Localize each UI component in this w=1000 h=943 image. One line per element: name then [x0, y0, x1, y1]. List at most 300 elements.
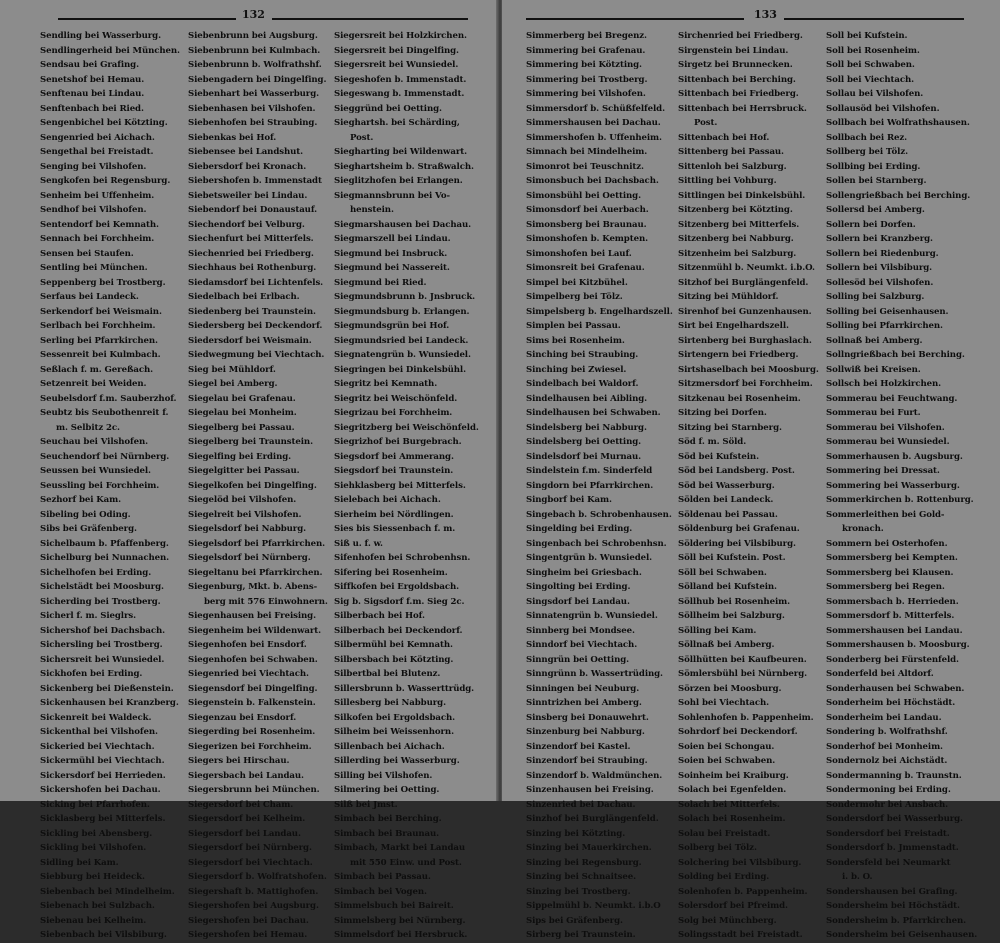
index-entry: Siegersreit bei Dingelfing. — [334, 45, 459, 56]
index-entry: Simbach bei Vogen. — [334, 886, 427, 897]
index-entry: Simmerberg bei Bregenz. — [526, 31, 647, 41]
index-entry: Sickershofen bei Dachau. — [40, 785, 161, 795]
index-entry: Sickeried bei Viechtach. — [40, 741, 155, 752]
index-entry: Simbach, Markt bei Landau — [334, 843, 466, 853]
index-entry: Siegelreit bei Vilshofen. — [188, 509, 302, 520]
index-entry: Simmersdorf b. Schüßfelfeld. — [526, 103, 665, 114]
index-entry: Simbach bei Passau. — [334, 872, 431, 882]
index-entry: Sollen bei Starnberg. — [826, 176, 927, 186]
index-entry: Sondering b. Wolfrathshf. — [826, 727, 948, 737]
index-entry: Sinnatengrün b. Wunsiedel. — [526, 611, 658, 621]
index-entry: Sommersberg bei Klausen. — [826, 567, 954, 578]
index-entry: Sittenloh bei Salzburg. — [678, 161, 787, 172]
index-entry: Siebershofen b. Immenstadt — [188, 176, 322, 186]
index-entry: Sicklasberg bei Mitterfels. — [40, 814, 166, 824]
index-entry: Sillerding bei Wasserburg. — [334, 756, 460, 766]
index-entry: Söllheim bei Salzburg. — [678, 611, 785, 621]
index-entry: Sondersdorf bei Wasserburg. — [826, 814, 963, 824]
index-entry: Sitzenberg bei Kötzting. — [678, 205, 793, 215]
index-entry: Siegritz bei Kemnath. — [334, 379, 438, 389]
index-entry: Sichelburg bei Nunnachen. — [40, 553, 170, 563]
index-entry: Solding bei Erding. — [678, 872, 770, 882]
index-entry: Sittenbach bei Friedberg. — [678, 89, 799, 99]
index-entry: Sichersreit bei Wunsiedel. — [40, 654, 165, 665]
index-entry: Sillersbrunn b. Wasserttrüdg. — [334, 683, 475, 694]
index-entry: Sitzhof bei Burglängenfeld. — [678, 277, 809, 288]
index-entry: Simonsberg bei Braunau. — [526, 219, 647, 230]
index-entry: Sommersberg bei Kempten. — [826, 553, 958, 563]
index-entry: Sichelhofen bei Erding. — [40, 567, 152, 578]
index-entry: Simmershausen bei Dachau. — [526, 118, 661, 128]
index-entry: Siegershofen bei Hemau. — [188, 930, 308, 940]
index-entry: Siebenhart bei Wasserburg. — [188, 89, 320, 99]
index-entry: Siegmund bei Nassereit. — [334, 263, 450, 273]
index-entry: Simnach bei Mindelheim. — [526, 147, 648, 157]
index-entry: Singebach b. Schrobenhausen. — [526, 509, 672, 520]
index-entry: Söll bei Schwaben. — [678, 567, 767, 578]
index-entry: Siß u. f. w. — [334, 538, 383, 549]
index-entry: Sentling bei München. — [40, 263, 148, 273]
index-entry: Sichershof bei Dachsbach. — [40, 625, 166, 636]
index-entry: Simmershofen b. Uffenheim. — [526, 132, 662, 143]
index-entry: Singelding bei Erding. — [526, 524, 633, 534]
index-entry: Sinsberg bei Donauwehrt. — [526, 712, 649, 723]
index-entry: Seussling bei Forchheim. — [40, 480, 160, 491]
index-entry: Silbersbach bei Kötzting. — [334, 654, 454, 665]
index-entry: Siegelkofen bei Dingelfing. — [188, 480, 317, 491]
index-entry: Siegershofen bei Augsburg. — [188, 901, 319, 911]
index-entry: Sensen bei Staufen. — [40, 248, 134, 259]
index-entry: Siedersberg bei Deckendorf. — [188, 321, 323, 331]
index-entry: Siegenburg, Mkt. b. Abens- — [188, 582, 318, 592]
index-entry: Sondersdorf bei Freistadt. — [826, 828, 950, 839]
index-entry: Sommern bei Osterhofen. — [826, 538, 948, 549]
index-entry: Siebenhofen bei Straubing. — [188, 118, 318, 128]
index-entry: Sindelbach bei Waldorf. — [526, 379, 639, 389]
index-entry: Sommerau bei Furt. — [826, 408, 921, 418]
index-entry: Sommershausen b. Moosburg. — [826, 640, 970, 650]
index-entry: Soien bei Schwaben. — [678, 756, 776, 766]
index-column — [40, 29, 188, 943]
index-entry: Seßlach f. m. Gereßach. — [40, 364, 154, 375]
index-entry: Sillesberg bei Nabburg. — [334, 698, 446, 708]
index-entry: Sindelsberg bei Oetting. — [526, 437, 642, 447]
index-entry: Simonshofen bei Lauf. — [526, 248, 632, 259]
index-entry: Simmering bei Trostberg. — [526, 74, 648, 85]
index-entry: Sirgetz bei Brunnecken. — [678, 60, 793, 70]
index-entry: Sirgenstein bei Lindau. — [678, 45, 789, 56]
index-entry: Simonsdorf bei Auerbach. — [526, 205, 649, 215]
index-entry: Sollwiß bei Kreisen. — [826, 364, 921, 375]
index-entry: Siegmundsbrunn b. Jnsbruck. — [334, 292, 476, 302]
index-entry: Solling bei Salzburg. — [826, 292, 925, 302]
index-entry: Sollbach bei Rez. — [826, 132, 908, 143]
index-entry: Sifenhofen bei Schrobenhsn. — [334, 553, 471, 563]
index-entry: Sittenbach bei Berching. — [678, 74, 796, 85]
index-entry: Sinzing bei Regensburg. — [526, 857, 642, 868]
index-entry: Serkendorf bei Weismain. — [40, 306, 162, 317]
index-entry: Sinzing bei Mauerkirchen. — [526, 843, 652, 853]
index-entry: Serfaus bei Landeck. — [40, 292, 139, 302]
index-entry: Sinzendorf b. Waldmünchen. — [526, 770, 663, 781]
index-entry: Sinzenhausen bei Freising. — [526, 785, 654, 795]
index-entry: Sendhof bei Vilshofen. — [40, 205, 147, 215]
index-entry: Sondernolz bei Aichstädt. — [826, 756, 948, 766]
index-entry: Sichersling bei Trostberg. — [40, 640, 163, 650]
index-entry: Sentendorf bei Kemnath. — [40, 219, 159, 230]
index-entry: Sitzing bei Starnberg. — [678, 422, 782, 433]
index-entry: Sondershausen bei Grafing. — [826, 886, 958, 897]
index-entry: Simonshofen b. Kempten. — [526, 234, 648, 244]
index-entry: Siegersdorf bei Landau. — [188, 828, 301, 839]
index-entry: Seubtz bis Seubothenreit f. — [40, 408, 169, 418]
index-entry: Sirtengern bei Friedberg. — [678, 350, 799, 360]
index-entry: Post. — [350, 132, 374, 143]
index-entry: Sinzendorf bei Kastel. — [526, 741, 631, 752]
left-page-header — [40, 8, 480, 24]
index-entry: Singentgrün b. Wunsiedel. — [526, 553, 653, 563]
index-entry: Sollausöd bei Vilshofen. — [826, 103, 940, 114]
index-entry: Simmering bei Grafenau. — [526, 45, 646, 56]
index-entry: Sinndorf bei Viechtach. — [526, 640, 638, 650]
index-entry: Sitzenberg bei Nabburg. — [678, 234, 794, 244]
index-entry: Siegershofen bei Dachau. — [188, 915, 309, 926]
page-number: 133 — [754, 8, 777, 21]
index-entry: Simonsbühl bei Oetting. — [526, 190, 641, 201]
index-entry: Sickling bei Abensberg. — [40, 828, 153, 839]
index-entry: Siechhaus bei Rothenburg. — [188, 263, 317, 273]
index-entry: Sierheim bei Nördlingen. — [334, 509, 454, 520]
index-entry: Post. — [694, 118, 718, 128]
index-entry: Sollbach bei Wolfrathshausen. — [826, 118, 970, 128]
index-entry: Sollngrießbach bei Berching. — [826, 350, 965, 360]
index-entry: Sickersdorf bei Herrieden. — [40, 770, 166, 781]
index-entry: Serling bei Pfarrkirchen. — [40, 335, 158, 346]
index-entry: Sickenreit bei Waldeck. — [40, 712, 152, 723]
index-entry: Sitzenheim bei Salzburg. — [678, 248, 797, 259]
index-entry: Singolting bei Erding. — [526, 582, 631, 592]
index-entry: Sollern bei Kranzberg. — [826, 234, 933, 244]
index-entry: Sollern bei Riedenburg. — [826, 248, 939, 259]
index-entry: Singsdorf bei Landau. — [526, 596, 630, 607]
index-entry: Sommerkirchen b. Rottenburg. — [826, 495, 974, 505]
index-entry: Silling bei Vilshofen. — [334, 770, 433, 781]
index-entry: Sims bei Rosenheim. — [526, 335, 625, 346]
index-entry: Siegelsdorf bei Nabburg. — [188, 524, 307, 534]
index-entry: Siebenbach bei Mindelheim. — [40, 886, 175, 897]
index-entry: Siegharting bei Wildenwart. — [334, 147, 468, 157]
index-entry: Siebenhasen bei Vilshofen. — [188, 103, 316, 114]
index-entry: Simbach bei Braunau. — [334, 828, 440, 839]
index-entry: Singenbach bei Schrobenhsn. — [526, 538, 667, 549]
index-entry: Sonderfeld bei Altdorf. — [826, 669, 934, 679]
index-entry: Sickenberg bei Dießenstein. — [40, 683, 174, 694]
index-entry: Siebersdorf bei Kronach. — [188, 161, 307, 172]
index-entry: Sinnberg bei Mondsee. — [526, 625, 635, 636]
index-entry: Siegmarszell bei Lindau. — [334, 234, 451, 244]
index-entry: Sonderheim bei Höchstädt. — [826, 698, 956, 708]
index-entry: Sinzenburg bei Nabburg. — [526, 727, 645, 737]
index-entry: Solg bei Münchberg. — [678, 915, 777, 926]
index-entry: Sinzhof bei Burglängenfeld. — [526, 814, 659, 824]
index-entry: Siegersbrunn bei München. — [188, 785, 320, 795]
index-entry: Söd bei Wasserburg. — [678, 480, 775, 491]
index-entry: Siegershaft b. Mattighofen. — [188, 886, 319, 897]
index-entry: Siegritzberg bei Weischönfeld. — [334, 422, 479, 433]
right-page — [502, 0, 1000, 940]
index-entry: Simmering bei Vilshofen. — [526, 89, 646, 99]
index-entry: Siegers bei Hirschau. — [188, 756, 290, 766]
index-entry: Siegeltanu bei Pfarrkirchen. — [188, 567, 323, 578]
index-entry: Silbermühl bei Kemnath. — [334, 640, 453, 650]
index-entry: Sommersdorf b. Mitterfels. — [826, 611, 955, 621]
index-entry: Sommerleithen bei Gold- — [826, 509, 945, 520]
index-entry: Singdorn bei Pfarrkirchen. — [526, 480, 654, 491]
index-column — [334, 29, 494, 943]
index-entry: Silkofen bei Ergoldsbach. — [334, 712, 456, 723]
index-entry: Söd bei Landsberg. Post. — [678, 466, 795, 476]
index-entry: Siebenach bei Sulzbach. — [40, 901, 155, 911]
index-entry: Sommerhausen b. Augsburg. — [826, 451, 963, 462]
index-entry: Solling bei Geisenhausen. — [826, 306, 949, 317]
index-entry: Sondersheim bei Geisenhausen. — [826, 930, 978, 940]
index-entry: Siegeshofen b. Immenstadt. — [334, 74, 467, 85]
index-entry: Siegmarshausen bei Dachau. — [334, 219, 472, 230]
index-entry: Simmelsberg bei Nürnberg. — [334, 915, 466, 926]
index-entry: Soll bei Schwaben. — [826, 60, 915, 70]
index-entry: Solersdorf bei Pfreimd. — [678, 901, 788, 911]
index-entry: Sittling bei Vohburg. — [678, 176, 777, 186]
index-entry: Sondermoning bei Erding. — [826, 785, 951, 795]
index-entry: Sidling bei Kam. — [40, 857, 119, 868]
index-entry: Sömlersbühl bei Nürnberg. — [678, 669, 808, 679]
index-entry: Sölden bei Landeck. — [678, 495, 774, 505]
index-entry: Sittenberg bei Passau. — [678, 147, 784, 157]
index-entry: Sezhorf bei Kam. — [40, 495, 122, 505]
index-entry: Senftenau bei Lindau. — [40, 89, 145, 99]
index-entry: Siegerding bei Rosenheim. — [188, 727, 316, 737]
index-entry: Sittlingen bei Dinkelsbühl. — [678, 190, 806, 201]
index-entry: Seubelsdorf f.m. Sauberzhof. — [40, 393, 177, 404]
index-entry: Siegelfing bei Erding. — [188, 451, 292, 462]
index-entry: Sippelmühl b. Neumkt. i.b.O — [526, 901, 661, 911]
index-entry: Simplen bei Passau. — [526, 321, 621, 331]
index-entry: Siffkofen bei Ergoldsbach. — [334, 582, 460, 592]
index-entry: Sips bei Gräfenberg. — [526, 915, 623, 926]
index-entry: Söd f. m. Söld. — [678, 437, 747, 447]
index-entry: Sommersbach b. Herrieden. — [826, 596, 959, 607]
index-entry: Siegsdorf bei Ammerang. — [334, 451, 454, 462]
index-entry: Sirchenried bei Friedberg. — [678, 31, 803, 41]
index-entry: Sengethal bei Freistadt. — [40, 147, 154, 157]
index-entry: Sondermohr bei Ansbach. — [826, 799, 949, 810]
header-rule — [58, 18, 236, 20]
index-column — [678, 29, 826, 943]
index-entry: Siegnatengrün b. Wunsiedel. — [334, 350, 471, 360]
index-entry: Silbertbal bei Blutenz. — [334, 669, 441, 679]
left-page — [0, 0, 498, 940]
index-entry: Sitzing bei Mühldorf. — [678, 292, 779, 302]
index-entry: Siebetsweiler bei Lindau. — [188, 190, 308, 201]
index-entry: Seussen bei Wunsiedel. — [40, 466, 151, 476]
index-entry: Siegenried bei Viechtach. — [188, 669, 309, 679]
index-entry: Sessenreit bei Kulmbach. — [40, 350, 161, 360]
index-entry: Sindelsberg bei Nabburg. — [526, 422, 647, 433]
index-entry: Siegersdorf bei Nürnberg. — [188, 843, 312, 853]
index-entry: Sondersheim b. Pfarrkirchen. — [826, 915, 967, 926]
index-entry: Siebenau bei Kelheim. — [40, 915, 147, 926]
index-entry: Siegmannsbrunn bei Vo- — [334, 190, 450, 201]
index-entry: Sollern bei Dorfen. — [826, 219, 916, 230]
index-entry: Sichelbaum b. Pfaffenberg. — [40, 538, 169, 549]
index-entry: Siegenhausen bei Freising. — [188, 611, 316, 621]
index-entry: Sendsau bei Grafing. — [40, 60, 139, 70]
index-entry: Sendlingerheid bei München. — [40, 45, 180, 56]
index-entry: Siegersdorf bei Cham. — [188, 799, 294, 810]
index-entry: Söldenau bei Passau. — [678, 509, 778, 520]
index-entry: Sittenbach bei Hof. — [678, 132, 770, 143]
index-entry: Sinngrünn b. Wassertrüding. — [526, 669, 663, 679]
index-entry: Siegersdorf bei Kelheim. — [188, 814, 306, 824]
index-entry: Solach bei Egenfelden. — [678, 785, 787, 795]
index-entry: Sonderhausen bei Schwaben. — [826, 683, 965, 694]
index-entry: Sirtenberg bei Burghaslach. — [678, 335, 812, 346]
index-entry: Simpel bei Kitzbühel. — [526, 277, 628, 288]
index-entry: Siegerizen bei Forchheim. — [188, 741, 312, 752]
index-entry: Söldenburg bei Grafenau. — [678, 524, 800, 534]
index-entry: Sinching bei Straubing. — [526, 350, 639, 360]
index-entry: Siebendorf bei Donaustauf. — [188, 205, 318, 215]
index-entry: Sommerau bei Feuchtwang. — [826, 393, 958, 404]
index-entry: Serlbach bei Forchheim. — [40, 321, 156, 331]
index-entry: Solberg bei Tölz. — [678, 843, 757, 853]
index-entry: Sieglitzhofen bei Erlangen. — [334, 176, 463, 186]
index-entry: Siegelsdorf bei Nürnberg. — [188, 553, 311, 563]
index-entry: Siegringen bei Dinkelsbühl. — [334, 364, 466, 375]
index-entry: Söllhub bei Rosenheim. — [678, 596, 790, 607]
index-entry: Sirt bei Engelhardszell. — [678, 321, 789, 331]
index-entry: Simmelsdorf bei Hersbruck. — [334, 930, 468, 940]
index-entry: Siebenbach bei Vilsbiburg. — [40, 930, 167, 940]
index-entry: Siegersdorf bei Viechtach. — [188, 857, 313, 868]
index-entry: Sinzenried bei Dachau. — [526, 799, 636, 810]
index-entry: Sinningen bei Neuburg. — [526, 683, 640, 694]
index-entry: Sengenbichel bei Kötzting. — [40, 118, 168, 128]
index-entry: Sommershausen bei Landau. — [826, 625, 963, 636]
index-entry: Siegelberg bei Passau. — [188, 422, 295, 433]
index-entry: Sibeling bei Oding. — [40, 509, 131, 520]
index-entry: Sibs bei Gräfenberg. — [40, 524, 137, 534]
index-entry: Sitzing bei Dorfen. — [678, 408, 767, 418]
index-entry: Sinngrün bei Oetting. — [526, 654, 630, 665]
index-entry: Sörzen bei Moosburg. — [678, 683, 782, 694]
index-entry: Sinching bei Zwiesel. — [526, 364, 627, 375]
index-entry: Sinzing bei Schnaitsee. — [526, 872, 637, 882]
index-entry: Simpelsberg b. Engelhardszell. — [526, 306, 673, 317]
index-entry: Siegmund bei Insbruck. — [334, 248, 448, 259]
index-entry: Sonderberg bei Fürstenfeld. — [826, 654, 959, 665]
index-entry: Siegrizhof bei Burgebrach. — [334, 437, 462, 447]
index-entry: Sinntrizhen bei Amberg. — [526, 698, 642, 708]
index-entry: Sitzenberg bei Mitterfels. — [678, 219, 800, 230]
index-entry: Sollersd bei Amberg. — [826, 205, 925, 215]
index-entry: Siedenberg bei Traunstein. — [188, 306, 316, 317]
index-entry: Siechenfurt bei Mitterfels. — [188, 234, 314, 244]
index-entry: Siegsdorf bei Traunstein. — [334, 466, 454, 476]
index-entry: Siebenbrunn b. Wolfrathshf. — [188, 60, 322, 70]
index-entry: Silberbach bei Hof. — [334, 611, 425, 621]
index-entry: m. Selbitz 2c. — [56, 422, 120, 433]
index-entry: Sitzkenau bei Rosenheim. — [678, 393, 801, 404]
index-entry: Soll bei Kufstein. — [826, 31, 908, 41]
index-entry: Sommerau bei Vilshofen. — [826, 422, 945, 433]
index-entry: Sieghartsh. bei Schärding, — [334, 118, 460, 128]
index-entry: Söllhütten bei Kaufbeuren. — [678, 654, 807, 665]
index-entry: Sollnaß bei Amberg. — [826, 335, 923, 346]
index-entry: Siedersdorf bei Weismain. — [188, 335, 312, 346]
index-column — [826, 29, 998, 943]
index-entry: Sieggründ bei Oetting. — [334, 103, 442, 114]
index-entry: Sicking bei Pfarrhofen. — [40, 799, 150, 810]
index-entry: Sollengrießbach bei Berching. — [826, 190, 971, 201]
index-entry: Sies bis Siessenbach f. m. — [334, 524, 456, 534]
index-entry: Siehklasberg bei Mitterfels. — [334, 480, 466, 491]
index-entry: Simbach bei Berching. — [334, 814, 442, 824]
index-entry: Siegenstein b. Falkenstein. — [188, 698, 316, 708]
index-entry: Silberbach bei Deckendorf. — [334, 625, 463, 636]
index-entry: Senging bei Vilshofen. — [40, 161, 147, 172]
index-entry: Seppenberg bei Trostberg. — [40, 277, 166, 288]
index-entry: Simonsreit bei Grafenau. — [526, 263, 645, 273]
index-entry: Sohrdorf bei Deckendorf. — [678, 727, 798, 737]
index-entry: Sengkofen bei Regensburg. — [40, 176, 171, 186]
index-entry: Sennach bei Forchheim. — [40, 234, 155, 244]
index-entry: Sollau bei Vilshofen. — [826, 89, 924, 99]
index-entry: Sommersberg bei Regen. — [826, 582, 945, 592]
index-entry: Sitzmersdorf bei Forchheim. — [678, 379, 813, 389]
index-entry: Sindelhausen bei Aibling. — [526, 393, 648, 404]
index-entry: Siegersreit bei Wunsiedel. — [334, 60, 459, 70]
index-entry: Simonrot bei Teuschnitz. — [526, 161, 644, 172]
index-entry: Senheim bei Uffenheim. — [40, 190, 155, 201]
index-entry: Siebenkas bei Hof. — [188, 132, 277, 143]
index-entry: Solau bei Freistadt. — [678, 828, 771, 839]
index-entry: Silß bei Jmst. — [334, 799, 398, 810]
index-entry: Siedwegmung bei Viechtach. — [188, 350, 325, 360]
index-entry: Sollberg bei Tölz. — [826, 147, 909, 157]
index-entry: Setzenreit bei Weiden. — [40, 379, 147, 389]
index-entry: Siegmundsgrün bei Hof. — [334, 321, 450, 331]
index-entry: Siegrizau bei Forchheim. — [334, 408, 453, 418]
index-entry: Senetshof bei Hemau. — [40, 74, 145, 85]
header-rule — [784, 18, 964, 20]
index-entry: Siegelau bei Monheim. — [188, 408, 297, 418]
index-entry: Silheim bei Weissenhorn. — [334, 727, 454, 737]
index-entry: Siegmundsried bei Landeck. — [334, 335, 469, 346]
index-entry: Sommerau bei Wunsiedel. — [826, 437, 950, 447]
right-page-header — [526, 8, 966, 24]
index-entry: Sieg bei Mühldorf. — [188, 364, 276, 375]
index-entry: Siechenried bei Friedberg. — [188, 248, 314, 259]
index-entry: Solchering bei Vilsbiburg. — [678, 857, 802, 868]
index-entry: Siegersdorf b. Wolfratshofen. — [188, 872, 327, 882]
index-entry: Simpelberg bei Tölz. — [526, 292, 623, 302]
index-entry: Siegenzau bei Ensdorf. — [188, 712, 297, 723]
index-entry: Sitzenmühl b. Neumkt. i.b.O. — [678, 263, 815, 273]
index-entry: kronach. — [842, 524, 884, 534]
index-entry: Sichelstädt bei Moosburg. — [40, 582, 164, 592]
index-entry: Seuchendorf bei Nürnberg. — [40, 451, 170, 462]
